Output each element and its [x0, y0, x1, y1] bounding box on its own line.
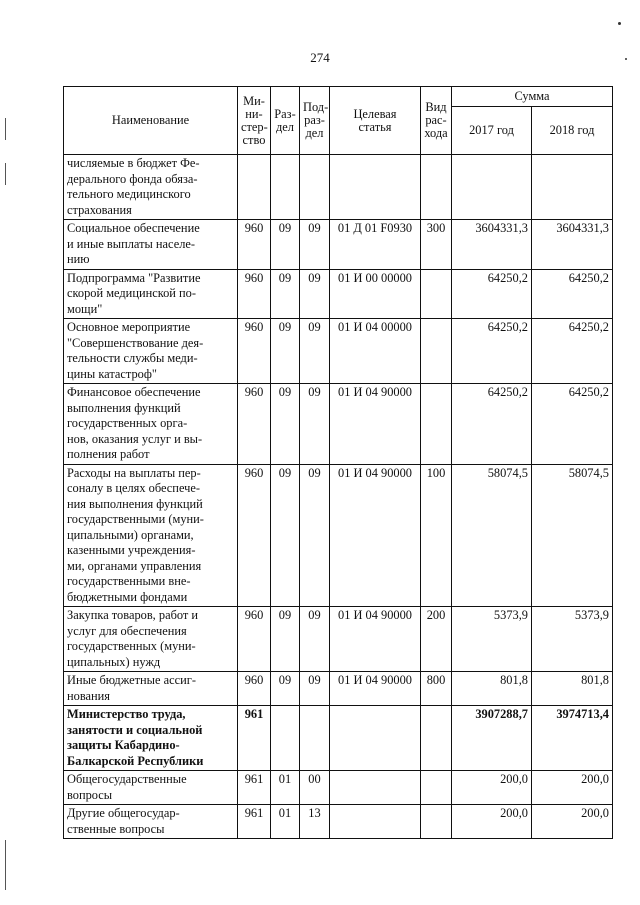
row-target-item: 01 Д 01 F0930	[330, 220, 421, 270]
row-subsection: 09	[300, 607, 330, 672]
row-expense-type	[421, 269, 452, 319]
row-section: 01	[271, 771, 300, 805]
row-name: Подпрограмма "Развитие скорой медицинской по- мощи"	[64, 269, 238, 319]
row-sum-2018: 5373,9	[532, 607, 613, 672]
row-section: 09	[271, 220, 300, 270]
row-target-item: 01 И 04 90000	[330, 672, 421, 706]
row-subsection	[300, 155, 330, 220]
row-ministry: 960	[238, 384, 271, 465]
row-sum-2018: 58074,5	[532, 464, 613, 607]
row-target-item: 01 И 00 00000	[330, 269, 421, 319]
scan-margin-line	[5, 163, 6, 185]
row-name: Иные бюджетные ассиг- нования	[64, 672, 238, 706]
row-subsection: 09	[300, 269, 330, 319]
row-sum-2017: 200,0	[452, 805, 532, 839]
table-row	[64, 464, 613, 607]
row-expense-type	[421, 319, 452, 384]
row-section	[271, 155, 300, 220]
header-ministry: Ми- ни- стер- ство	[238, 87, 271, 155]
row-section: 09	[271, 319, 300, 384]
row-sum-2018	[532, 155, 613, 220]
row-section: 09	[271, 607, 300, 672]
row-target-item	[330, 805, 421, 839]
row-ministry	[238, 155, 271, 220]
row-ministry: 961	[238, 805, 271, 839]
row-sum-2017: 64250,2	[452, 319, 532, 384]
row-name: Финансовое обеспечение выполнения функций государственных орга- нов, оказания услуг и вы- полнения работ	[64, 384, 238, 465]
table-row	[64, 155, 613, 220]
row-expense-type	[421, 805, 452, 839]
row-subsection: 09	[300, 672, 330, 706]
row-subsection: 09	[300, 220, 330, 270]
row-ministry: 961	[238, 771, 271, 805]
row-ministry: 960	[238, 464, 271, 607]
row-ministry: 961	[238, 706, 271, 771]
table-row	[64, 607, 613, 672]
scan-speck	[618, 22, 621, 25]
budget-table	[63, 86, 613, 839]
header-sum: Сумма	[452, 87, 613, 107]
row-target-item	[330, 706, 421, 771]
table-row	[64, 384, 613, 465]
header-target-item: Целевая статья	[330, 87, 421, 155]
row-target-item	[330, 155, 421, 220]
row-sum-2018: 64250,2	[532, 269, 613, 319]
table-row	[64, 706, 613, 771]
row-target-item: 01 И 04 90000	[330, 384, 421, 465]
row-name: Закупка товаров, работ и услуг для обеспечения государственных (муни- ципальных) нужд	[64, 607, 238, 672]
row-sum-2018: 3974713,4	[532, 706, 613, 771]
row-name: Расходы на выплаты пер- соналу в целях обеспече- ния выполнения функций государственными (муни- ципальными) органами, казенными учреждения- ми, органами управления государственными вне- бюджетными фондами	[64, 464, 238, 607]
row-expense-type: 100	[421, 464, 452, 607]
header-expense-type: Вид рас- хода	[421, 87, 452, 155]
row-expense-type: 300	[421, 220, 452, 270]
table-row	[64, 672, 613, 706]
row-ministry: 960	[238, 319, 271, 384]
row-subsection: 09	[300, 319, 330, 384]
table-row	[64, 805, 613, 839]
row-sum-2017: 64250,2	[452, 269, 532, 319]
row-subsection	[300, 706, 330, 771]
row-sum-2017: 58074,5	[452, 464, 532, 607]
row-sum-2017: 200,0	[452, 771, 532, 805]
row-name: Министерство труда, занятости и социальной защиты Кабардино- Балкарской Республики	[64, 706, 238, 771]
scan-margin-line	[5, 840, 6, 890]
row-sum-2018: 200,0	[532, 771, 613, 805]
row-sum-2018: 64250,2	[532, 384, 613, 465]
row-target-item: 01 И 04 90000	[330, 464, 421, 607]
row-expense-type	[421, 706, 452, 771]
row-name: числяемые в бюджет Фе- дерального фонда обяза- тельного медицинского страхования	[64, 155, 238, 220]
row-sum-2017: 801,8	[452, 672, 532, 706]
row-section: 09	[271, 672, 300, 706]
scan-speck	[625, 58, 627, 60]
row-ministry: 960	[238, 607, 271, 672]
page-number: 274	[310, 50, 330, 65]
header-year-2017: 2017 год	[452, 107, 532, 155]
row-subsection: 09	[300, 384, 330, 465]
row-section: 09	[271, 384, 300, 465]
table-row	[64, 220, 613, 270]
row-expense-type: 200	[421, 607, 452, 672]
row-subsection: 13	[300, 805, 330, 839]
row-expense-type	[421, 384, 452, 465]
table-row	[64, 269, 613, 319]
row-expense-type	[421, 771, 452, 805]
header-section: Раз- дел	[271, 87, 300, 155]
row-sum-2017: 3604331,3	[452, 220, 532, 270]
row-target-item	[330, 771, 421, 805]
row-expense-type: 800	[421, 672, 452, 706]
header-name: Наименование	[64, 87, 238, 155]
row-name: Другие общегосудар- ственные вопросы	[64, 805, 238, 839]
row-sum-2018: 200,0	[532, 805, 613, 839]
row-sum-2018: 3604331,3	[532, 220, 613, 270]
row-subsection: 09	[300, 464, 330, 607]
row-sum-2017: 5373,9	[452, 607, 532, 672]
row-name: Основное мероприятие "Совершенствование дея- тельности службы меди- цины катастроф"	[64, 319, 238, 384]
row-sum-2017: 64250,2	[452, 384, 532, 465]
header-subsection: Под- раз- дел	[300, 87, 330, 155]
row-target-item: 01 И 04 00000	[330, 319, 421, 384]
row-subsection: 00	[300, 771, 330, 805]
row-name: Общегосударственные вопросы	[64, 771, 238, 805]
row-expense-type	[421, 155, 452, 220]
row-ministry: 960	[238, 220, 271, 270]
row-ministry: 960	[238, 269, 271, 319]
row-section	[271, 706, 300, 771]
row-target-item: 01 И 04 90000	[330, 607, 421, 672]
row-sum-2017	[452, 155, 532, 220]
table-row	[64, 319, 613, 384]
row-section: 01	[271, 805, 300, 839]
row-sum-2018: 801,8	[532, 672, 613, 706]
row-sum-2018: 64250,2	[532, 319, 613, 384]
row-name: Социальное обеспечение и иные выплаты населе- нию	[64, 220, 238, 270]
row-section: 09	[271, 464, 300, 607]
table-row	[64, 771, 613, 805]
scan-margin-line	[5, 118, 6, 140]
header-year-2018: 2018 год	[532, 107, 613, 155]
row-ministry: 960	[238, 672, 271, 706]
row-section: 09	[271, 269, 300, 319]
row-sum-2017: 3907288,7	[452, 706, 532, 771]
